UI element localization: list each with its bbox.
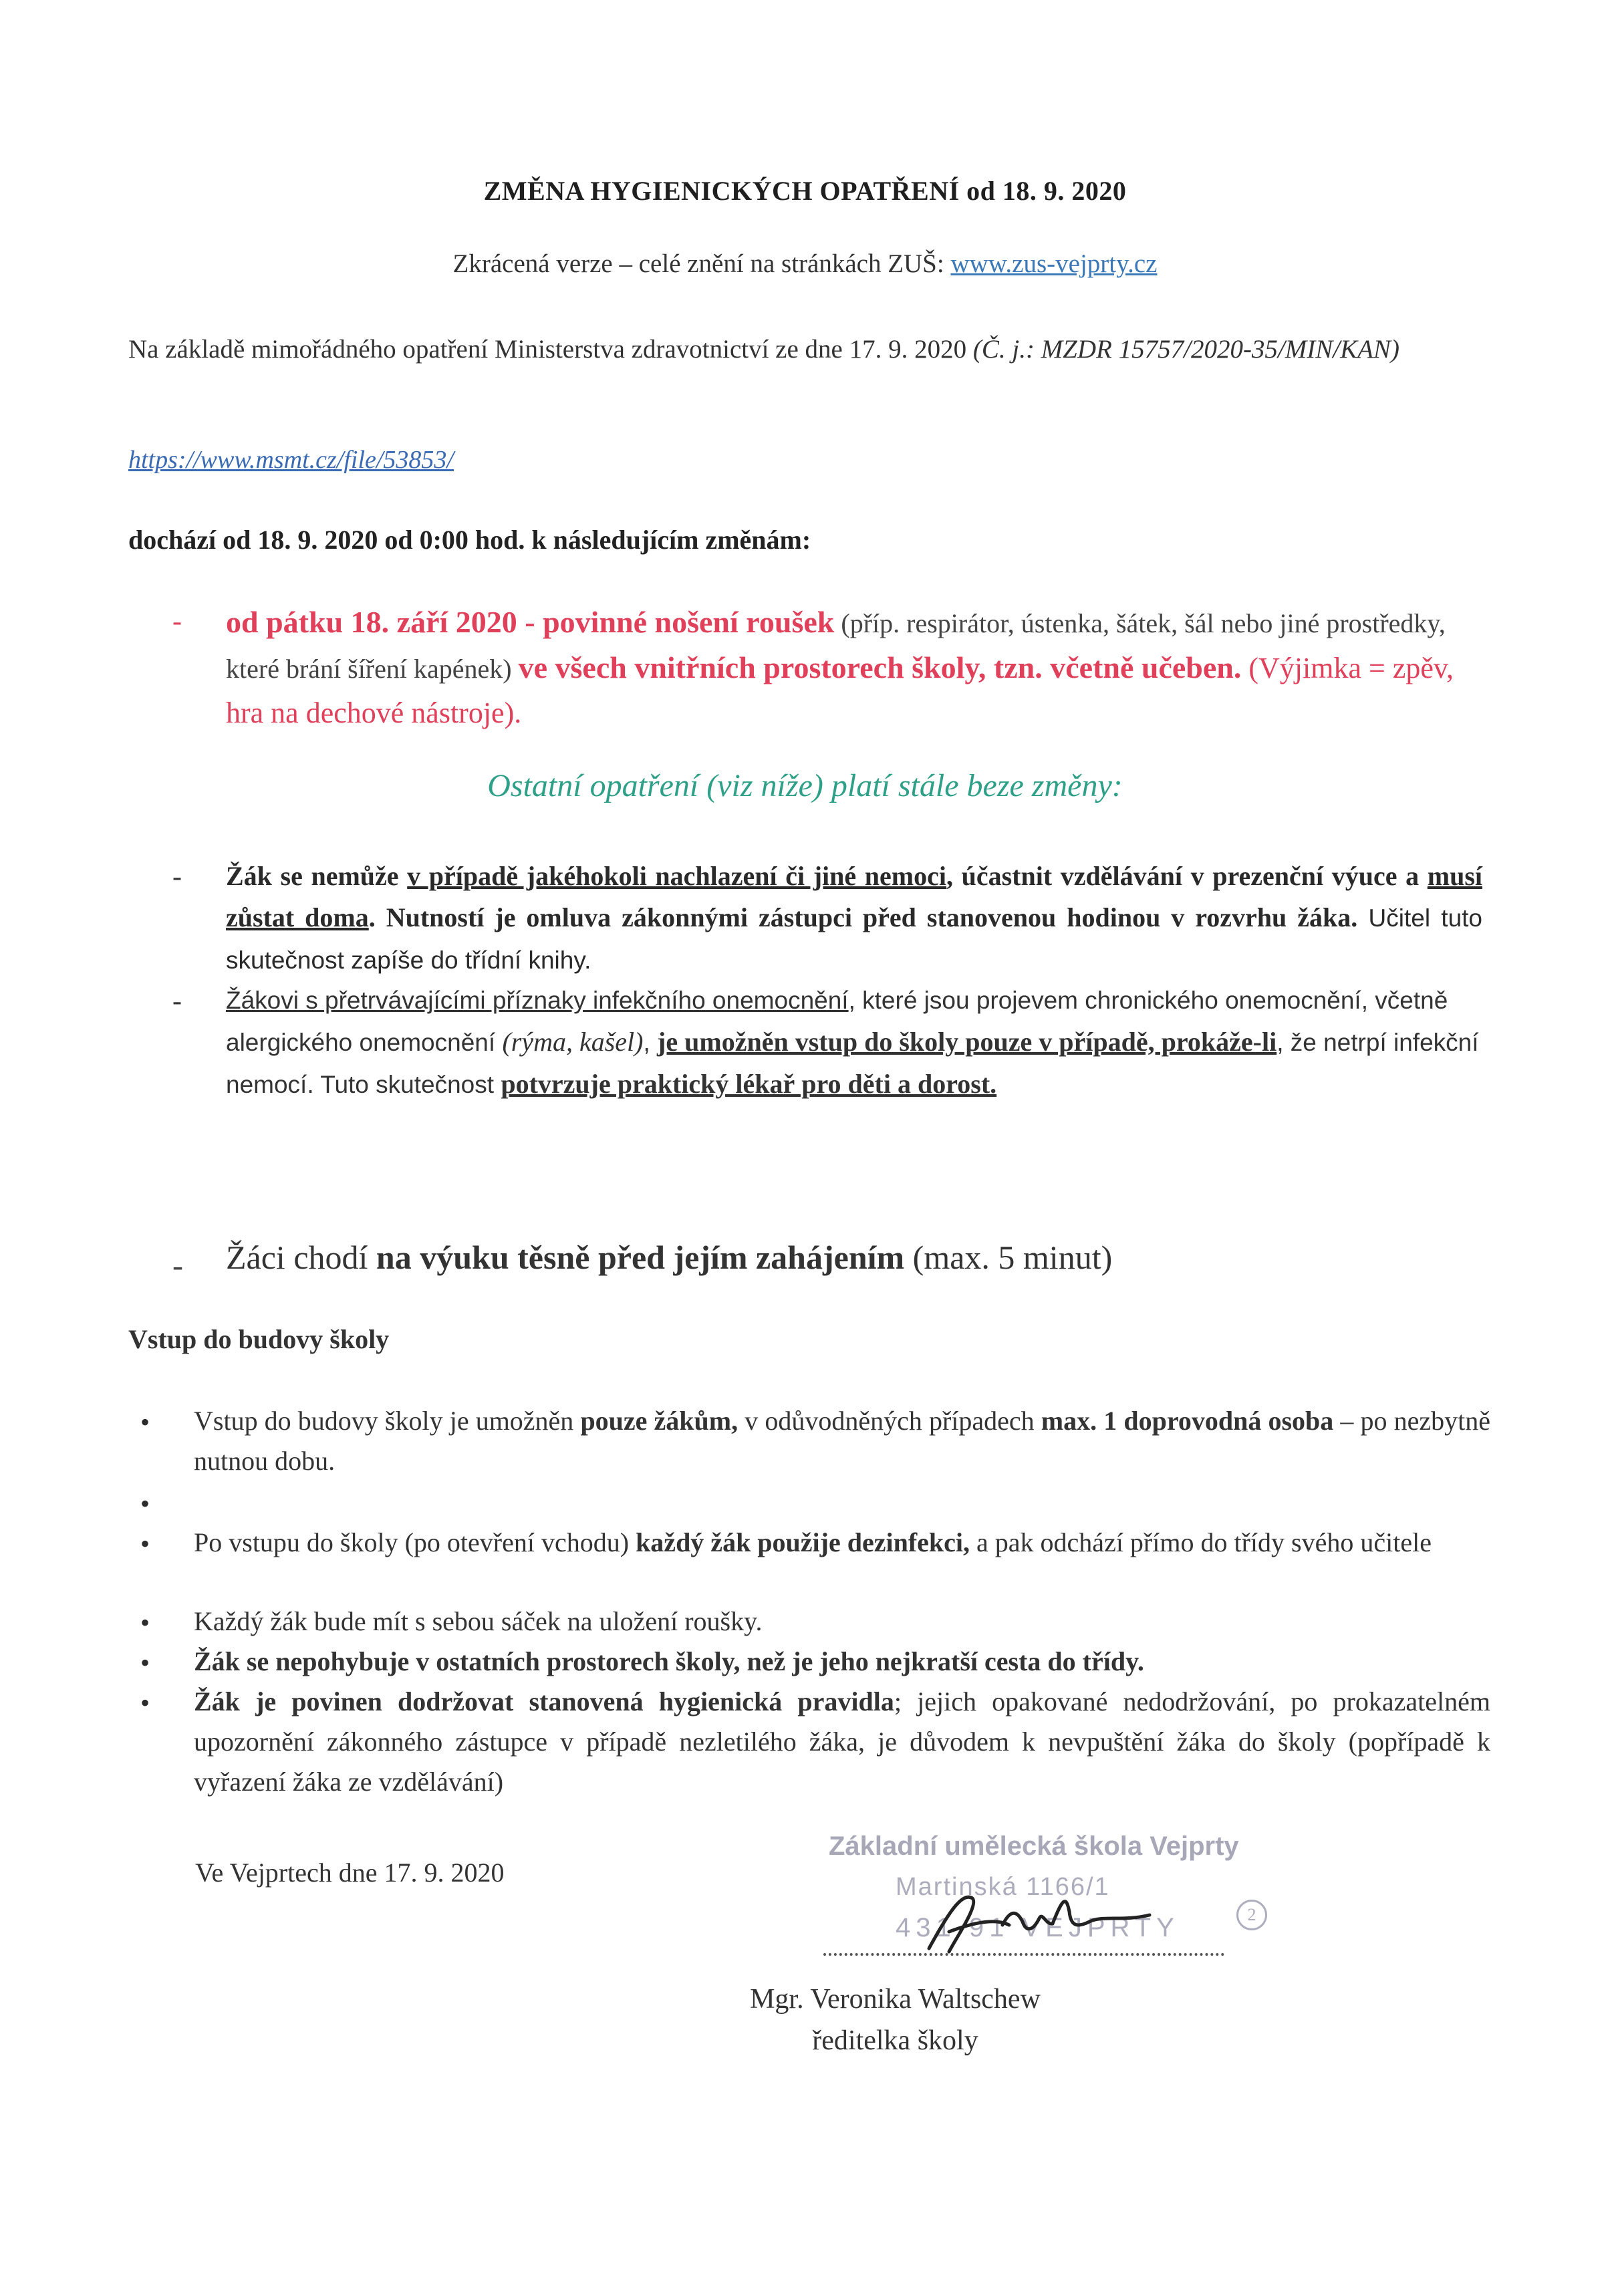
rule-text: , účastnit vzdělávání v prezenční výuce a: [946, 861, 1428, 891]
legal-basis-ref: (Č. j.: MZDR 15757/2020-35/MIN/KAN): [972, 335, 1399, 364]
entry-text-bold: Žák se nepohybuje v ostatních prostorech školy, než je jeho nejkratší cesta do třídy.: [194, 1646, 1144, 1676]
signer-name: Mgr. Veronika Waltschew: [750, 1984, 1041, 2015]
mask-change-lead: od pátku 18. září 2020 - povinné nošení roušek: [226, 605, 835, 639]
entry-text: Každý žák bude mít s sebou sáček na uložení roušky.: [194, 1606, 763, 1636]
short-version-note: [0, 249, 1610, 279]
rule-text: ,: [643, 1029, 658, 1056]
stamp-number-mark: 2: [1236, 1900, 1267, 1930]
rule-text: , které jsou projevem chronického onemocnění, včetně alergického onemocnění: [226, 987, 1448, 1056]
rule-text-underlined: v případě jakéhokoli nachlazení či jiné nemoci: [407, 861, 946, 891]
signature-image: [922, 1885, 1163, 1958]
rule-text: Učitel tuto skutečnost zapíše do třídní knihy.: [226, 904, 1483, 974]
legal-basis: [128, 329, 1465, 370]
rule-text-underlined: musí zůstat doma: [226, 861, 1482, 932]
school-website-link[interactable]: www.zus-vejprty.cz: [950, 249, 1158, 278]
rule-text: , že netrpí infekční nemocí. Tuto skutečnost: [226, 1029, 1479, 1098]
arrival-text-bold: na výuku těsně před jejím zahájením: [376, 1239, 905, 1276]
entry-text-bold: max. 1 doprovodná osoba: [1041, 1406, 1334, 1436]
arrival-text: (max. 5 minut): [904, 1239, 1113, 1276]
change-dash: -: [172, 606, 182, 637]
bullet: •: [140, 1529, 150, 1559]
entry-item: [194, 1523, 1490, 1563]
other-measures-heading: Ostatní opatření (viz níže) platí stále beze změny:: [487, 768, 1123, 803]
entry-text: ; jejich opakované nedodržování, po prokazatelném upozornění zákonného zástupce v případě nezletilého žáka, je důvodem k nevpuštění žáka do školy (popřípadě k vyřazení žáka ze vzdělávání): [194, 1686, 1490, 1797]
entry-heading: Vstup do budovy školy: [128, 1324, 390, 1354]
signer-block: [0, 1979, 1610, 2061]
entry-text-bold: každý žák použije dezinfekci,: [636, 1527, 970, 1557]
arrival-dash: -: [172, 1248, 183, 1283]
rule-dash: -: [172, 862, 182, 892]
stamp-line: Základní umělecká škola Vejprty: [829, 1831, 1239, 1861]
entry-item: [194, 1602, 1490, 1642]
legal-basis-text: Na základě mimořádného opatření Ministerstva zdravotnictví ze dne 17. 9. 2020: [128, 335, 973, 364]
rule-text-underlined: Žákovi s přetrvávajícími příznaky infekčního onemocnění: [226, 987, 849, 1014]
bullet: •: [140, 1407, 150, 1437]
entry-text: a pak odchází přímo do třídy svého učitele: [970, 1527, 1432, 1557]
rule-dash: -: [172, 986, 182, 1017]
short-version-text: Zkrácená verze – celé znění na stránkách ZUŠ:: [452, 249, 951, 278]
signature-line: [823, 1953, 1224, 1956]
bullet: •: [140, 1608, 150, 1638]
stamp-line: Martinská 1166/1: [896, 1873, 1110, 1901]
entry-item: [194, 1401, 1490, 1481]
mask-change-exception: (Výjimka = zpěv, hra na dechové nástroje).: [226, 652, 1454, 729]
mask-change-scope: ve všech vnitřních prostorech školy, tzn. včetně učeben.: [518, 650, 1242, 684]
bullet: •: [140, 1489, 150, 1519]
mask-change-item: [226, 600, 1496, 736]
rule-text-italic: (rýma, kašel): [502, 1027, 644, 1057]
entry-text: Vstup do budovy školy je umožněn: [194, 1406, 581, 1436]
entry-item: [194, 1682, 1490, 1802]
rule-text: . Nutností je omluva zákonnými zástupci před stanovenou hodinou v rozvrhu žáka.: [368, 902, 1358, 932]
entry-text-bold: pouze žákům,: [580, 1406, 739, 1436]
entry-item: [194, 1642, 1490, 1682]
place-and-date: Ve Vejprtech dne 17. 9. 2020: [195, 1858, 505, 1888]
entry-text: – po nezbytně nutnou dobu.: [194, 1406, 1491, 1476]
rule-item: [226, 856, 1482, 981]
rule-text-underlined: je umožněn vstup do školy pouze v případě, prokáže-li: [657, 1027, 1277, 1057]
document-title: ZMĚNA HYGIENICKÝCH OPATŘENÍ od 18. 9. 2020: [483, 176, 1127, 206]
rule-text: Žák se nemůže: [226, 861, 408, 891]
arrival-item: [226, 1237, 1482, 1278]
bullet: •: [140, 1648, 150, 1678]
arrival-text: Žáci chodí: [226, 1239, 376, 1276]
mask-change-detail: (příp. respirátor, ústenka, šátek, šál nebo jiné prostředky, které brání šíření kapének): [226, 608, 1446, 684]
stamp-line: 431 91 VEJPRTY: [896, 1913, 1180, 1942]
bullet: •: [140, 1688, 150, 1718]
entry-text: Po vstupu do školy (po otevření vchodu): [194, 1527, 636, 1557]
entry-text: v odůvodněných případech: [738, 1406, 1041, 1436]
entry-text-bold: Žák je povinen dodržovat stanovená hygienická pravidla: [194, 1686, 894, 1716]
rule-text-underlined: potvrzuje praktický lékař pro děti a dorost.: [501, 1069, 997, 1099]
signer-role: ředitelka školy: [812, 2025, 978, 2056]
rule-item: [226, 980, 1482, 1106]
changes-intro: dochází od 18. 9. 2020 od 0:00 hod. k následujícím změnám:: [128, 525, 811, 555]
msmt-link[interactable]: https://www.msmt.cz/file/53853/: [128, 446, 454, 474]
